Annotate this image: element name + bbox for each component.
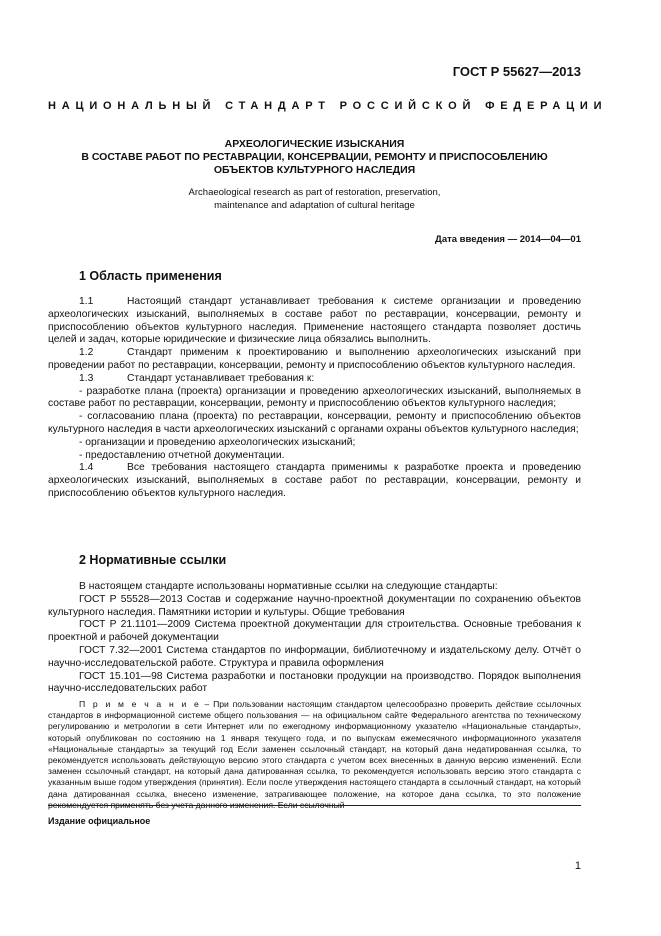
paragraph-number: 1.3 [79, 372, 94, 384]
list-item: - согласованию плана (проекта) по реставрации, консервации, ремонту и приспособлению объектов культурного наследия в части археологических изысканий с органами охраны объектов культурного наследия; [48, 411, 581, 435]
title-ru-line-3: ОБЪЕКТОВ КУЛЬТУРНОГО НАСЛЕДИЯ [213, 164, 416, 176]
page-number: 1 [574, 860, 581, 872]
paragraph-number: 1.2 [79, 347, 94, 359]
paragraph-text: Стандарт применим к проектированию и выполнению археологических изысканий при проведении работ по реставрации, консервации, ремонту и приспособлению объектов культурного наследия. [48, 347, 581, 371]
title-en-line-2: maintenance and adaptation of cultural heritage [214, 200, 415, 211]
list-item: - предоставлению отчетной документации. [79, 449, 285, 461]
note-block [48, 699, 581, 811]
references-intro: В настоящем стандарте использованы нормативные ссылки на следующие стандарты: [79, 581, 498, 592]
paragraph-1-3 [48, 373, 581, 386]
section-2-body [48, 581, 581, 696]
paragraph-number: 1.4 [79, 462, 94, 474]
paragraph-1-2 [48, 347, 581, 373]
title-ru-line-1: АРХЕОЛОГИЧЕСКИЕ ИЗЫСКАНИЯ [224, 138, 405, 150]
section-2-heading: 2 Нормативные ссылки [79, 553, 227, 567]
note-label: П р и м е ч а н и е [79, 699, 201, 709]
section-1-heading: 1 Область применения [79, 269, 222, 283]
paragraph-number: 1.1 [79, 296, 94, 307]
document-title-en [48, 186, 581, 212]
paragraph-text: Стандарт устанавливает требования к: [127, 372, 315, 384]
title-en-line-1: Archaeological research as part of restoration, preservation, [188, 187, 441, 198]
list-item: - разработке плана (проекта) организации и проведению археологических изысканий, выполняемых в составе работ по реставрации, консервации, ремонту и приспособлению объектов культурного наследия; [48, 385, 581, 410]
reference-item: ГОСТ Р 21.1101—2009 Система проектной документации для строительства. Основные требования к проектной и рабочей документации [48, 619, 581, 644]
national-standard-banner: НАЦИОНАЛЬНЫЙ СТАНДАРТ РОССИЙСКОЙ ФЕДЕРАЦИИ [48, 100, 608, 112]
note-text: – При пользовании настоящим стандартом целесообразно проверить действие ссылочных стандартов в информационной системе общего пользования — на официальном сайте Федерального агентства по техническому регулированию и метрологии в сети Интернет или по ежегодному информационному указателю «Национальные стандарты», который опубликован по состоянию на 1 января текущего года, и по выпускам ежемесячного информационного указателя «Национальные стандарты» за текущий год Если заменен ссылочный стандарт, на который дана недатированная ссылка, то рекомендуется использовать действующую версию этого стандарта с учетом всех внесенных в данную версию изменений. Если заменен ссылочный стандарт, на который дана датированная ссылка, то рекомендуется использовать версию этого стандарта с указанным выше годом утверждения (принятия). Если после утверждения настоящего стандарта в ссылочный стандарт, на который дана датированная ссылка, внесено изменение, затрагивающее положение, на которое дана ссылка, то это положение рекомендуется применять без учета данного изменения. Если ссылочный [48, 699, 582, 810]
reference-item: ГОСТ 7.32—2001 Система стандартов по информации, библиотечному и издательскому делу. Отчёт о научно-исследовательской работе. Структура и правила оформления [48, 644, 581, 669]
introduction-date: Дата введения — 2014—04—01 [435, 234, 581, 245]
standard-number: ГОСТ Р 55627—2013 [452, 64, 581, 79]
list-item: - организации и проведению археологических изысканий; [79, 436, 356, 448]
document-title-ru [48, 138, 581, 177]
paragraph-text: Все требования настоящего стандарта применимы к разработке проекта и проведению археологических изысканий, выполняемых в составе работ по реставрации, консервации, ремонту и приспособлению объектов культурного наследия. [48, 462, 581, 499]
reference-item: ГОСТ 15.101—98 Система разработки и постановки продукции на производство. Порядок выполнения научно-исследовательских работ [48, 670, 581, 695]
reference-item: ГОСТ Р 55528—2013 Состав и содержание научно-проектной документации по сохранению объектов культурного наследия. Памятники истории и культуры. Общие требования [48, 593, 581, 618]
official-edition-label: Издание официальное [48, 816, 151, 826]
footer-divider [48, 805, 581, 806]
paragraph-1-4 [48, 462, 581, 500]
paragraph-text: Настоящий стандарт устанавливает требования к системе организации и проведению археологических изысканий, выполняемых в составе работ по реставрации, консервации, ремонту и приспособлению объектов культурного наследия. Применение настоящего стандарта позволяет достичь целей и задач, которые юридические и физические лица обязались выполнить. [48, 296, 581, 346]
paragraph-1-1 [48, 296, 581, 347]
title-ru-line-2: В СОСТАВЕ РАБОТ ПО РЕСТАВРАЦИИ, КОНСЕРВАЦИИ, РЕМОНТУ И ПРИСПОСОБЛЕНИЮ [81, 151, 548, 163]
section-1-body [48, 296, 581, 501]
